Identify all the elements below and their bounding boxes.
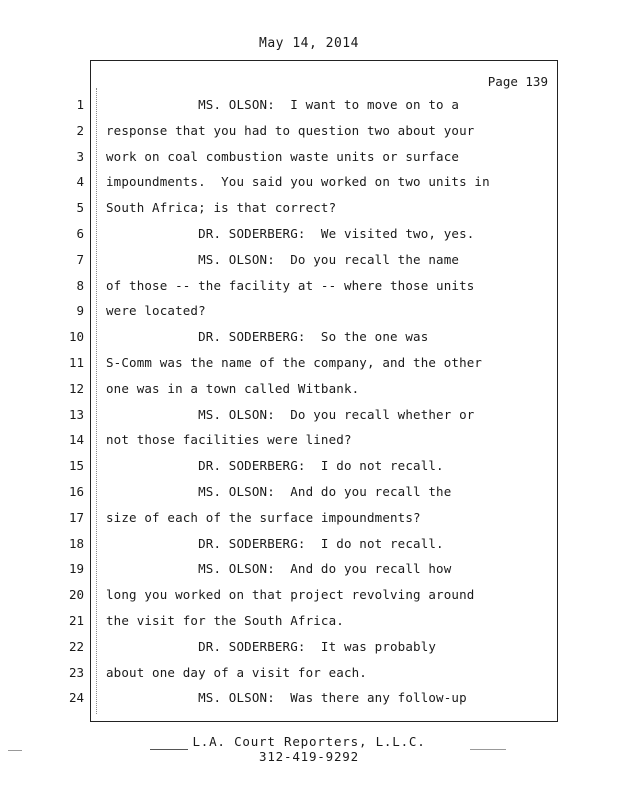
transcript-line: size of each of the surface impoundments? — [106, 509, 421, 525]
line-number: 4 — [76, 174, 84, 190]
line-number: 3 — [76, 148, 84, 164]
line-number: 9 — [76, 303, 84, 319]
transcript-line: one was in a town called Witbank. — [106, 380, 360, 396]
line-number: 19 — [68, 561, 84, 577]
transcript-line: MS. OLSON: I want to move on to a — [106, 97, 460, 112]
transcript-line: MS. OLSON: Do you recall whether or — [106, 406, 475, 422]
transcript-line: long you worked on that project revolving around — [106, 587, 475, 603]
line-number: 12 — [68, 380, 84, 396]
transcript-line: response that you had to question two about your — [106, 122, 475, 138]
line-number: 7 — [76, 251, 84, 267]
transcript-line: were located? — [106, 303, 206, 319]
line-number: 11 — [68, 354, 84, 370]
footer-company: L.A. Court Reporters, L.L.C. — [192, 734, 426, 749]
line-number: 13 — [68, 406, 84, 422]
transcript-line: of those -- the facility at -- where those units — [106, 277, 475, 293]
line-number: 17 — [68, 509, 84, 525]
line-number: 21 — [68, 612, 84, 628]
line-number: 20 — [68, 587, 84, 603]
transcript-line: DR. SODERBERG: I do not recall. — [106, 458, 444, 474]
line-number: 2 — [76, 122, 84, 138]
line-number: 15 — [68, 458, 84, 474]
transcript-line: MS. OLSON: And do you recall how — [106, 561, 452, 577]
transcript-line: DR. SODERBERG: It was probably — [106, 638, 437, 654]
margin-rule — [96, 88, 98, 714]
line-number: 16 — [68, 483, 84, 499]
transcript-line: MS. OLSON: Do you recall the name — [106, 251, 460, 267]
transcript-line: about one day of a visit for each. — [106, 664, 367, 680]
transcript-line: not those facilities were lined? — [106, 432, 352, 448]
transcript-line: the visit for the South Africa. — [106, 612, 344, 628]
transcript-line: work on coal combustion waste units or surface — [106, 148, 460, 164]
line-number: 22 — [68, 638, 84, 654]
transcript-line: impoundments. You said you worked on two units in — [106, 174, 490, 190]
transcript-line: S-Comm was the name of the company, and the other — [106, 354, 483, 370]
line-number-column — [58, 92, 84, 711]
footer — [0, 734, 618, 764]
transcript-line: MS. OLSON: Was there any follow-up — [106, 690, 467, 706]
transcript-line: DR. SODERBERG: So the one was — [106, 329, 429, 345]
line-number: 18 — [68, 535, 84, 551]
transcript-body — [106, 92, 546, 711]
line-number: 14 — [68, 432, 84, 448]
line-number: 23 — [68, 664, 84, 680]
transcript-line: DR. SODERBERG: I do not recall. — [106, 535, 444, 551]
transcript-line: DR. SODERBERG: We visited two, yes. — [106, 225, 475, 241]
line-number: 5 — [76, 200, 84, 216]
header-date: May 14, 2014 — [259, 36, 359, 51]
line-number: 10 — [68, 329, 84, 345]
page-number: Page 139 — [487, 74, 548, 89]
footer-phone: 312-419-9292 — [259, 749, 359, 764]
line-number: 24 — [68, 690, 84, 706]
transcript-line: MS. OLSON: And do you recall the — [106, 483, 452, 499]
line-number: 1 — [76, 97, 84, 112]
line-number: 8 — [76, 277, 84, 293]
transcript-line: South Africa; is that correct? — [106, 200, 337, 216]
line-number: 6 — [76, 225, 84, 241]
